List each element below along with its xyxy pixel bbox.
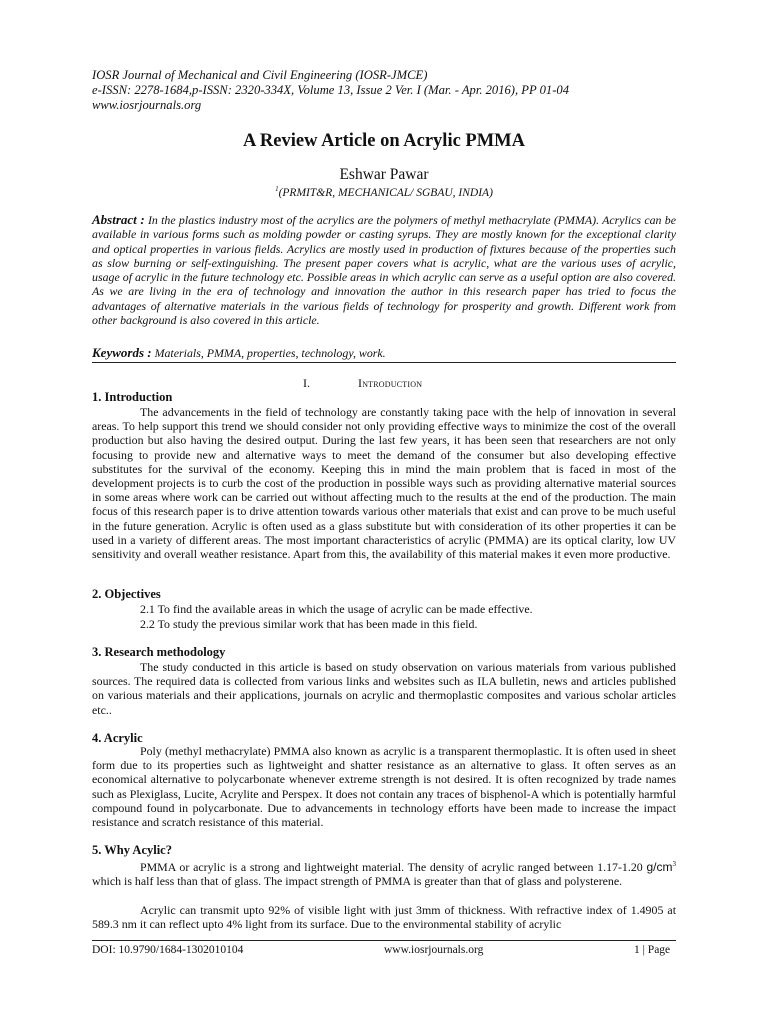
footer-website: www.iosrjournals.org bbox=[384, 944, 484, 956]
methodology-heading: 3. Research methodology bbox=[92, 645, 226, 659]
why-acrylic-text-1b: which is half less than that of glass. The impact strength of PMMA is greater than that of glass and polysterene. bbox=[92, 874, 623, 889]
abstract-text: In the plastics industry most of the acrylics are the polymers of methyl methacrylate (PMMA). Acrylics can be available in various forms such as molding powder or casting syrups. They are mostly known for the exceptional clarity and optical properties in various fields. Acrylics are mostly used in production of fixtures because of the properties such as slow burning or self-extinguishing. The present paper covers what is acrylic, what are the various uses of acrylic, usage of acrylic in the future technology etc. Possible areas in which acrylic can serve as a useful option are also covered. As we are living in the era of technology and innovation the author in this research paper has tried to focus the advantages of alternative materials in the various fields of technology for prosperity and growth. Different work from other background is also covered in this article. bbox=[92, 213, 676, 328]
acrylic-paragraph bbox=[92, 744, 676, 829]
abstract bbox=[92, 213, 676, 327]
why-acrylic-paragraph-2 bbox=[92, 903, 676, 931]
abstract-label: Abstract : bbox=[92, 212, 145, 227]
journal-website: www.iosrjournals.org bbox=[92, 98, 202, 112]
keywords-divider bbox=[92, 362, 676, 363]
keywords-text: Materials, PMMA, properties, technology, work. bbox=[154, 346, 386, 360]
introduction-paragraph bbox=[92, 405, 676, 561]
footer-doi: DOI: 10.9790/1684-1302010104 bbox=[92, 944, 244, 956]
acrylic-heading: 4. Acrylic bbox=[92, 731, 143, 745]
why-acrylic-text-1a: PMMA or acrylic is a strong and lightweight material. The density of acrylic ranged between 1.17-1.20 bbox=[140, 859, 647, 874]
paper-title: A Review Article on Acrylic PMMA bbox=[242, 131, 526, 151]
footer-page-number: 1 | Page bbox=[634, 944, 671, 956]
journal-header bbox=[92, 68, 692, 113]
objectives-heading: 2. Objectives bbox=[92, 587, 161, 601]
journal-issn: e-ISSN: 2278-1684,p-ISSN: 2320-334X, Volume 13, Issue 2 Ver. I (Mar. - Apr. 2016), PP 01-04 bbox=[92, 83, 569, 97]
methodology-paragraph bbox=[92, 660, 676, 717]
density-unit-superscript: 3 bbox=[672, 860, 676, 868]
footer-divider bbox=[92, 940, 676, 941]
why-acrylic-heading: 5. Why Acylic? bbox=[92, 843, 172, 857]
affiliation-text: (PRMIT&R, MECHANICAL/ SGBAU, INDIA) bbox=[278, 186, 493, 199]
why-acrylic-paragraph-1 bbox=[92, 857, 676, 888]
objective-item: 2.1 To find the available areas in which the usage of acrylic can be made effective. bbox=[140, 602, 533, 616]
keywords bbox=[92, 345, 676, 361]
introduction-text: The advancements in the field of technology are constantly taking pace with the help of innovation in several areas. To help support this trend we should consider not only providing effective ways to minimize the cost of the overall production but also having the desired output. During the last few years, it has been seen that researchers are not only focusing to provide new and alternative ways to meet the demand of the consumer but also developing effective substitutes for the survival of the economy. Keeping this in mind the main problem that is faced in most of the development projects is to curb the cost of the production in possible ways such as providing alternative material sources in some areas where work can be carried out without affecting much to the results at the end of the production. The main focus of this research paper is to drive attention towards various other materials that exist and can prove to be much useful in the future generation. Acrylic is often used as a glass substitute but with consideration of its other properties it can be used in a variety of different areas. The most important characteristics of acrylic (PMMA) are its optical clarity, low UV sensitivity and overall weather resistance. Apart from this, the availability of this material makes it even more productive. bbox=[92, 405, 676, 562]
journal-name: IOSR Journal of Mechanical and Civil Engineering (IOSR-JMCE) bbox=[92, 68, 428, 82]
objective-item: 2.2 To study the previous similar work that has been made in this field. bbox=[140, 617, 478, 631]
density-unit: g/cm bbox=[646, 859, 673, 874]
author-affiliation bbox=[0, 185, 768, 199]
section-title: Introduction bbox=[358, 376, 423, 390]
methodology-text: The study conducted in this article is based on study observation on various materials from various published sources. The required data is collected from various links and websites such as ILA bulletin, news and articles published on various materials and their applications, journals on acrylic and thermoplastic composites and various scholar articles etc.. bbox=[92, 660, 676, 717]
keywords-label: Keywords : bbox=[92, 345, 152, 360]
why-acrylic-text-2: Acrylic can transmit upto 92% of visible light with just 3mm of thickness. With refractive index of 1.4905 at 589.3 nm it can reflect upto 4% light from its surface. Due to the environmental stability of acrylic bbox=[92, 903, 676, 932]
acrylic-text: Poly (methyl methacrylate) PMMA also known as acrylic is a transparent thermoplastic. It is often used in sheet form due to its properties such as lightweight and shatter resistance as an alternative to glass. It often serves as an economical alternative to polycarbonate whenever extreme strength is not desired. It is often recognized by trade names such as Plexiglass, Lucite, Acrylite and Perspex. It does not contain any traces of bisphenol-A which is potentially harmful compound found in polycarbonate. Due to advancements in technology efforts have been made to increase the impact resistance and scratch resistance of this material. bbox=[92, 744, 676, 830]
introduction-heading: 1. Introduction bbox=[92, 390, 173, 404]
section-number: I. bbox=[303, 376, 310, 390]
author-name: Eshwar Pawar bbox=[339, 166, 429, 183]
affiliation-superscript: 1 bbox=[275, 185, 279, 193]
